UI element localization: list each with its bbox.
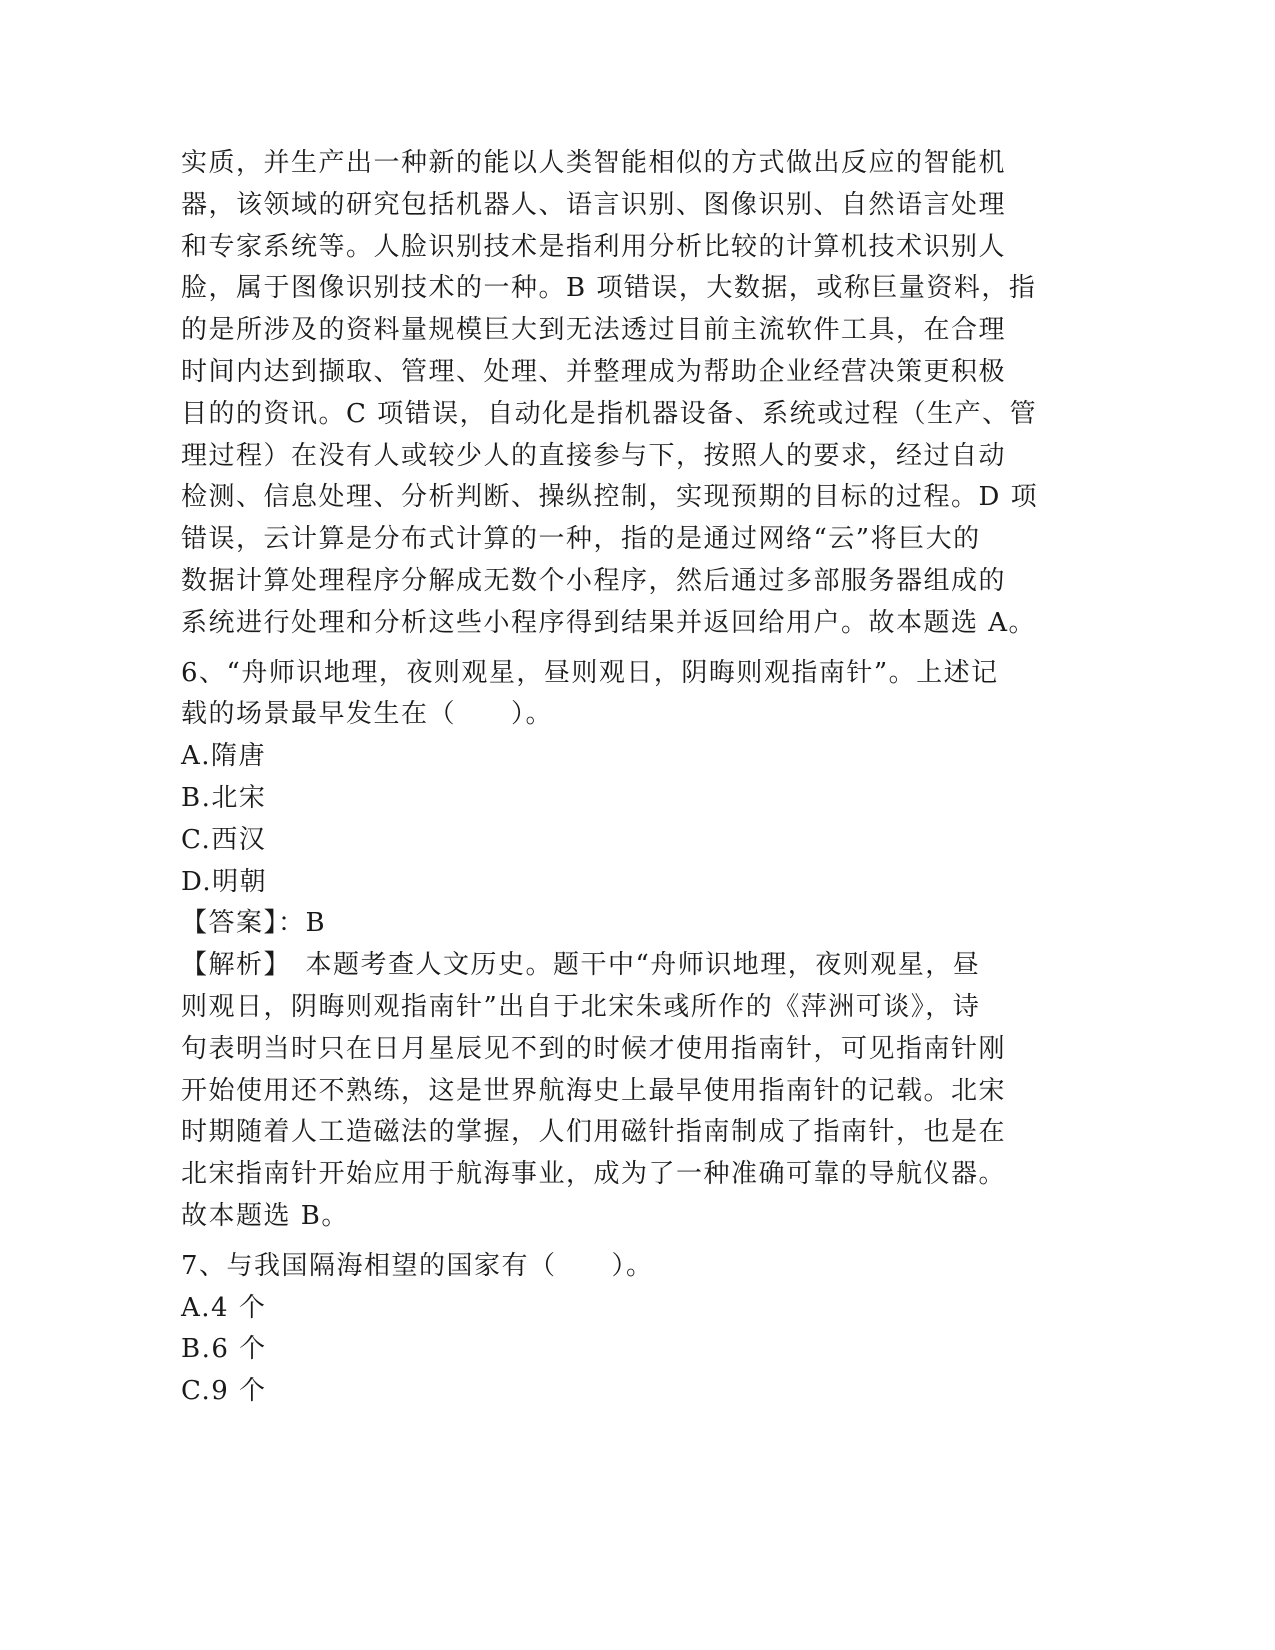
explanation-block-q5 (181, 143, 1041, 645)
text-line: 错误，云计算是分布式计算的一种，指的是通过网络“云”将巨大的 (181, 524, 981, 555)
explanation-line: 北宋指南针开始应用于航海事业，成为了一种准确可靠的导航仪器。 (181, 1159, 1007, 1190)
option-c: C.9 个 (181, 1376, 267, 1407)
option-d: D.明朝 (181, 866, 268, 897)
document-page (181, 143, 1041, 1413)
answer-line: 【答案】：B (181, 908, 327, 939)
question-6 (181, 653, 1041, 1238)
option-a: A.4 个 (181, 1292, 267, 1323)
explanation-line: 【解析】 本题考查人文历史。题干中“舟师识地理，夜则观星，昼 (181, 950, 981, 981)
question-stem: 6、“舟师识地理，夜则观星，昼则观日，阴晦则观指南针”。上述记 (181, 657, 999, 688)
option-c: C.西汉 (181, 824, 267, 855)
explanation-line: 开始使用还不熟练，这是世界航海史上最早使用指南针的记载。北宋 (181, 1075, 1007, 1106)
text-line: 理过程）在没有人或较少人的直接参与下，按照人的要求，经过自动 (181, 440, 1007, 471)
question-7 (181, 1246, 1041, 1413)
explanation-line: 则观日，阴晦则观指南针”出自于北宋朱彧所作的《萍洲可谈》，诗 (181, 991, 981, 1022)
text-line: 检测、信息处理、分析判断、操纵控制，实现预期的目标的过程。D 项 (181, 482, 1039, 513)
explanation-line: 时期随着人工造磁法的掌握，人们用磁针指南制成了指南针，也是在 (181, 1117, 1007, 1148)
question-stem: 载的场景最早发生在（ ）。 (181, 699, 554, 730)
text-line: 脸，属于图像识别技术的一种。B 项错误，大数据，或称巨量资料，指 (181, 273, 1037, 304)
option-b: B.6 个 (181, 1334, 267, 1365)
text-line: 系统进行处理和分析这些小程序得到结果并返回给用户。故本题选 A。 (181, 607, 1037, 638)
text-line: 目的的资讯。C 项错误，自动化是指机器设备、系统或过程（生产、管 (181, 398, 1038, 429)
text-line: 器，该领域的研究包括机器人、语言识别、图像识别、自然语言处理 (181, 189, 1007, 220)
text-line: 时间内达到撷取、管理、处理、并整理成为帮助企业经营决策更积极 (181, 356, 1007, 387)
option-b: B.北宋 (181, 782, 267, 813)
text-line: 实质，并生产出一种新的能以人类智能相似的方式做出反应的智能机 (181, 148, 1007, 178)
explanation-line: 句表明当时只在日月星辰见不到的时候才使用指南针，可见指南针刚 (181, 1033, 1007, 1064)
question-stem: 7、与我国隔海相望的国家有（ ）。 (181, 1250, 654, 1281)
text-line: 的是所涉及的资料量规模巨大到无法透过目前主流软件工具，在合理 (181, 315, 1007, 346)
option-a: A.隋唐 (181, 741, 267, 772)
explanation-line: 故本题选 B。 (181, 1200, 349, 1231)
text-line: 和专家系统等。人脸识别技术是指利用分析比较的计算机技术识别人 (181, 231, 1007, 262)
text-line: 数据计算处理程序分解成无数个小程序，然后通过多部服务器组成的 (181, 565, 1007, 596)
